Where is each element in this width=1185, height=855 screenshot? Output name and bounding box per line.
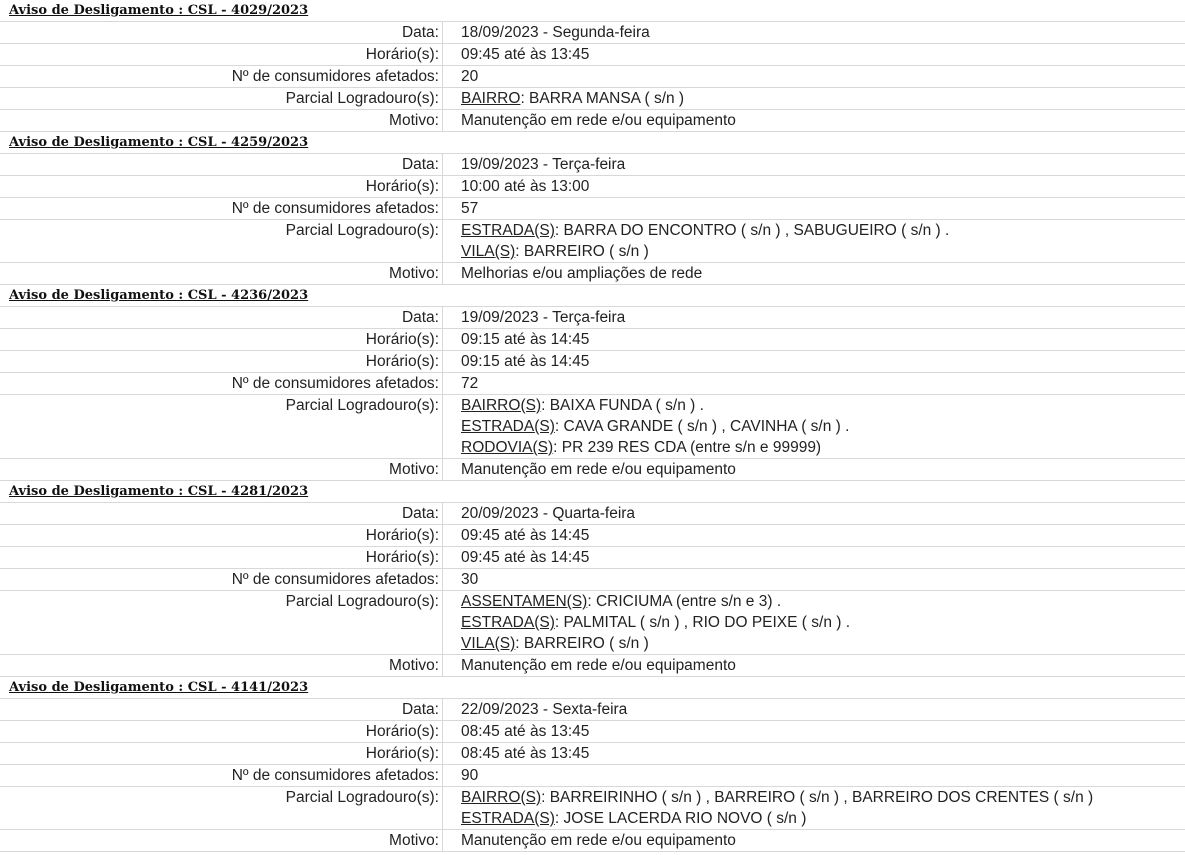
time-row — [0, 44, 1185, 66]
street-line — [461, 808, 1185, 829]
notice-block — [0, 0, 1185, 132]
time-row-value: 09:45 até às 14:45 — [461, 527, 590, 544]
streets-row-label: Parcial Logradouro(s): — [0, 88, 443, 109]
consumers-row — [0, 765, 1185, 787]
street-type: VILA — [461, 243, 495, 260]
consumers-row-value: 90 — [461, 767, 479, 784]
street-type-suffix: (S) — [566, 593, 588, 610]
reason-row-label: Motivo: — [0, 263, 443, 284]
date-row-value: 22/09/2023 - Sexta-feira — [461, 701, 628, 718]
street-type-suffix: (S) — [494, 243, 516, 260]
street-names: : BARREIRO ( s/n ) — [515, 243, 649, 260]
reason-row — [0, 655, 1185, 677]
streets-row — [0, 220, 1185, 263]
street-line — [461, 787, 1185, 808]
time-row-label: Horário(s): — [0, 351, 443, 372]
date-row-label: Data: — [0, 699, 443, 720]
time-row-label: Horário(s): — [0, 44, 443, 65]
notice-title: Aviso de Desligamento : CSL - 4141/2023 — [0, 677, 1185, 699]
time-row — [0, 329, 1185, 351]
date-row-label: Data: — [0, 503, 443, 524]
street-names: : BARRA DO ENCONTRO ( s/n ) , SABUGUEIRO ( s/n ) . — [554, 222, 950, 239]
time-row — [0, 547, 1185, 569]
street-type: ESTRADA — [461, 810, 535, 827]
notice-title: Aviso de Desligamento : CSL - 4259/2023 — [0, 132, 1185, 154]
streets-row — [0, 591, 1185, 655]
streets-row-value — [443, 395, 1185, 458]
time-row — [0, 176, 1185, 198]
streets-row — [0, 787, 1185, 830]
date-row — [0, 154, 1185, 176]
street-names: : PR 239 RES CDA (entre s/n e 99999) — [553, 439, 822, 456]
time-row-value: 09:45 até às 14:45 — [461, 549, 590, 566]
street-line — [461, 416, 1185, 437]
consumers-row-value: 57 — [461, 200, 479, 217]
reason-row-value: Manutenção em rede e/ou equipamento — [461, 832, 736, 849]
consumers-row-value: 30 — [461, 571, 479, 588]
reason-row — [0, 110, 1185, 132]
date-row-value: 19/09/2023 - Terça-feira — [461, 309, 626, 326]
time-row-value: 08:45 até às 13:45 — [461, 723, 590, 740]
street-type-suffix: (S) — [534, 222, 555, 239]
streets-row-value — [443, 591, 1185, 654]
consumers-row-label: Nº de consumidores afetados: — [0, 66, 443, 87]
streets-row — [0, 88, 1185, 110]
time-row-label: Horário(s): — [0, 547, 443, 568]
street-line — [461, 437, 1185, 458]
streets-row-value — [443, 88, 1185, 109]
street-type-suffix: (S) — [532, 439, 554, 456]
consumers-row — [0, 373, 1185, 395]
notice-title: Aviso de Desligamento : CSL - 4281/2023 — [0, 481, 1185, 503]
street-names: : CRICIUMA (entre s/n e 3) . — [587, 593, 782, 610]
street-type: BAIRRO — [461, 397, 521, 414]
time-row — [0, 525, 1185, 547]
streets-row-label: Parcial Logradouro(s): — [0, 220, 443, 262]
street-type: ESTRADA — [461, 614, 535, 631]
consumers-row-value: 72 — [461, 375, 479, 392]
consumers-row-label: Nº de consumidores afetados: — [0, 198, 443, 219]
notice-block — [0, 481, 1185, 677]
reason-row-value: Manutenção em rede e/ou equipamento — [461, 657, 736, 674]
street-names: : PALMITAL ( s/n ) , RIO DO PEIXE ( s/n ) . — [554, 614, 851, 631]
street-type: RODOVIA — [461, 439, 533, 456]
reason-row-label: Motivo: — [0, 655, 443, 676]
street-names: : BARREIRINHO ( s/n ) , BARREIRO ( s/n ) , BARREIRO DOS CRENTES ( s/n ) — [541, 789, 1094, 806]
time-row-label: Horário(s): — [0, 176, 443, 197]
consumers-row-label: Nº de consumidores afetados: — [0, 569, 443, 590]
street-line — [461, 395, 1185, 416]
street-line — [461, 612, 1185, 633]
reason-row-label: Motivo: — [0, 830, 443, 851]
time-row-value: 09:15 até às 14:45 — [461, 331, 590, 348]
streets-row-label: Parcial Logradouro(s): — [0, 787, 443, 829]
street-type-suffix: (S) — [520, 397, 542, 414]
consumers-row — [0, 66, 1185, 88]
street-type: BAIRRO — [461, 789, 521, 806]
streets-row — [0, 395, 1185, 459]
street-names: : BARREIRO ( s/n ) — [515, 635, 649, 652]
streets-row-value — [443, 220, 1185, 262]
street-type-suffix: (S) — [534, 810, 555, 827]
consumers-row-label: Nº de consumidores afetados: — [0, 765, 443, 786]
notice-title: Aviso de Desligamento : CSL - 4029/2023 — [0, 0, 1185, 22]
reason-row — [0, 263, 1185, 285]
street-line — [461, 591, 1185, 612]
consumers-row-value: 20 — [461, 68, 479, 85]
date-row-label: Data: — [0, 154, 443, 175]
consumers-row — [0, 198, 1185, 220]
date-row — [0, 503, 1185, 525]
reason-row-value: Manutenção em rede e/ou equipamento — [461, 112, 736, 129]
time-row-label: Horário(s): — [0, 525, 443, 546]
time-row-value: 08:45 até às 13:45 — [461, 745, 590, 762]
date-row — [0, 699, 1185, 721]
time-row-label: Horário(s): — [0, 743, 443, 764]
date-row-value: 19/09/2023 - Terça-feira — [461, 156, 626, 173]
time-row-value: 10:00 até às 13:00 — [461, 178, 590, 195]
date-row — [0, 307, 1185, 329]
notice-title: Aviso de Desligamento : CSL - 4236/2023 — [0, 285, 1185, 307]
streets-row-label: Parcial Logradouro(s): — [0, 395, 443, 458]
street-line — [461, 220, 1185, 241]
notice-block — [0, 132, 1185, 285]
time-row-value: 09:15 até às 14:45 — [461, 353, 590, 370]
streets-row-label: Parcial Logradouro(s): — [0, 591, 443, 654]
street-line — [461, 241, 1185, 262]
street-type-suffix: (S) — [520, 789, 542, 806]
street-line — [461, 88, 1185, 109]
street-type: BAIRRO — [461, 90, 521, 107]
street-type: ASSENTAMEN — [461, 593, 567, 610]
date-row-label: Data: — [0, 22, 443, 43]
notice-block — [0, 677, 1185, 852]
date-row-label: Data: — [0, 307, 443, 328]
reason-row — [0, 830, 1185, 852]
date-row-value: 20/09/2023 - Quarta-feira — [461, 505, 636, 522]
notice-block — [0, 285, 1185, 481]
reason-row-label: Motivo: — [0, 110, 443, 131]
time-row — [0, 743, 1185, 765]
streets-row-value — [443, 787, 1185, 829]
date-row-value: 18/09/2023 - Segunda-feira — [461, 24, 650, 41]
time-row — [0, 351, 1185, 373]
street-type-suffix: (S) — [494, 635, 516, 652]
reason-row — [0, 459, 1185, 481]
reason-row-value: Manutenção em rede e/ou equipamento — [461, 461, 736, 478]
street-names: : CAVA GRANDE ( s/n ) , CAVINHA ( s/n ) . — [554, 418, 850, 435]
reason-row-value: Melhorias e/ou ampliações de rede — [461, 265, 703, 282]
time-row-label: Horário(s): — [0, 721, 443, 742]
date-row — [0, 22, 1185, 44]
consumers-row — [0, 569, 1185, 591]
street-line — [461, 633, 1185, 654]
street-names: : BARRA MANSA ( s/n ) — [520, 90, 685, 107]
street-type: ESTRADA — [461, 222, 535, 239]
street-names: : JOSE LACERDA RIO NOVO ( s/n ) — [554, 810, 807, 827]
street-type-suffix: (S) — [534, 418, 555, 435]
time-row-value: 09:45 até às 13:45 — [461, 46, 590, 63]
time-row — [0, 721, 1185, 743]
street-type: ESTRADA — [461, 418, 535, 435]
street-names: : BAIXA FUNDA ( s/n ) . — [541, 397, 704, 414]
consumers-row-label: Nº de consumidores afetados: — [0, 373, 443, 394]
reason-row-label: Motivo: — [0, 459, 443, 480]
street-type: VILA — [461, 635, 495, 652]
time-row-label: Horário(s): — [0, 329, 443, 350]
street-type-suffix: (S) — [534, 614, 555, 631]
